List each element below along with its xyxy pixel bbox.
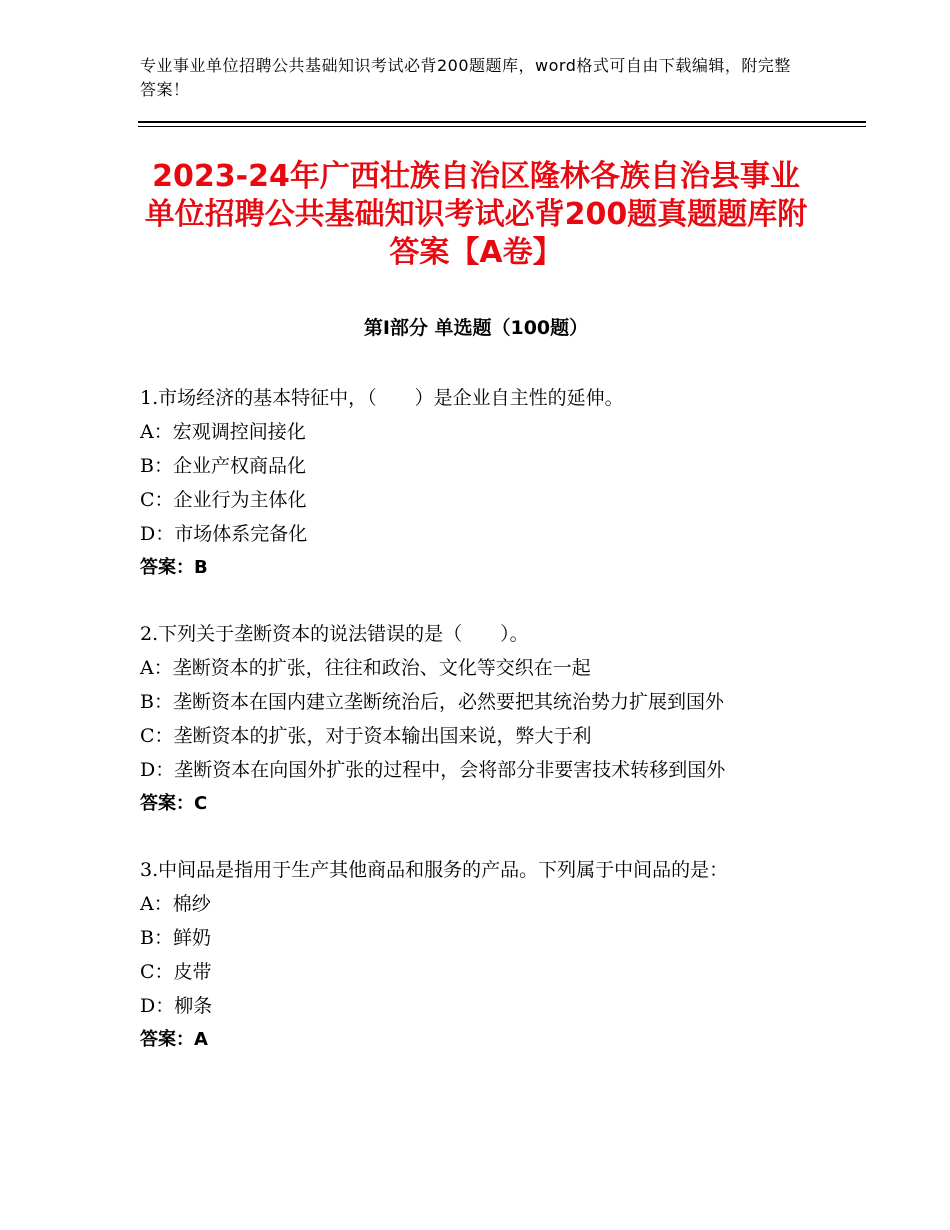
question-3 (140, 853, 812, 1057)
option-b: B：鲜奶 (140, 927, 211, 949)
question-stem: 3.中间品是指用于生产其他商品和服务的产品。下列属于中间品的是： (140, 859, 729, 881)
document-title: 2023-24年广西壮族自治区隆林各族自治县事业单位招聘公共基础知识考试必背200题真题题库附答案【A卷】 (144, 159, 808, 270)
option-c: C：企业行为主体化 (140, 489, 307, 511)
header-note: 专业事业单位招聘公共基础知识考试必背200题题库，word格式可自由下载编辑，附完整答案！ (140, 56, 791, 99)
question-1 (140, 381, 812, 585)
question-2 (140, 617, 812, 821)
option-a: A：宏观调控间接化 (140, 421, 306, 443)
answer-line: 答案：C (140, 793, 208, 814)
option-a: A：垄断资本的扩张，往往和政治、文化等交织在一起 (140, 657, 591, 679)
answer-line: 答案：B (140, 557, 208, 578)
answer-line: 答案：A (140, 1029, 208, 1050)
option-d: D：市场体系完备化 (140, 523, 308, 545)
option-a: A：棉纱 (140, 893, 211, 915)
header-divider-thick (138, 121, 866, 123)
question-list (140, 381, 812, 1089)
option-c: C：垄断资本的扩张，对于资本输出国来说，弊大于利 (140, 725, 592, 747)
option-d: D：柳条 (140, 995, 213, 1017)
option-b: B：企业产权商品化 (140, 455, 306, 477)
option-c: C：皮带 (140, 961, 212, 983)
section-heading: 第Ⅰ部分 单选题（100题） (363, 317, 589, 339)
question-stem: 2.下列关于垄断资本的说法错误的是（ ）。 (140, 623, 529, 645)
question-stem: 1.市场经济的基本特征中，（ ）是企业自主性的延伸。 (140, 387, 624, 409)
option-d: D：垄断资本在向国外扩张的过程中，会将部分非要害技术转移到国外 (140, 759, 726, 781)
option-b: B：垄断资本在国内建立垄断统治后，必然要把其统治势力扩展到国外 (140, 691, 724, 713)
header-divider-thin (138, 126, 866, 127)
